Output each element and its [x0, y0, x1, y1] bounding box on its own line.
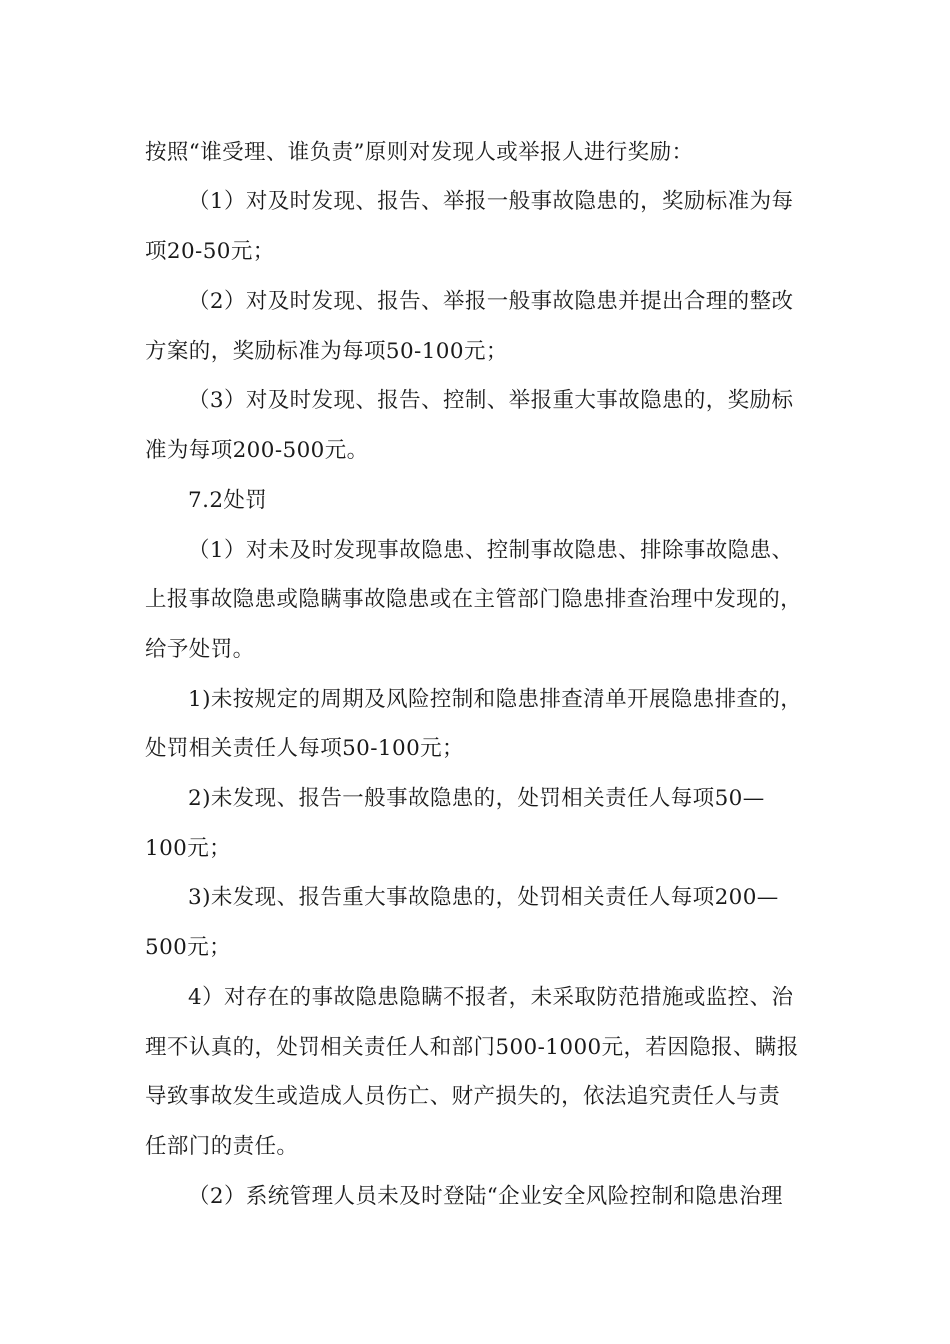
- text-line-10: 上报事故隐患或隐瞒事故隐患或在主管部门隐患排查治理中发现的，: [145, 587, 803, 612]
- section-heading: 7.2处罚: [188, 488, 268, 513]
- text-line-18: 4）对存在的事故隐患隐瞒不报者，未采取防范措施或监控、治: [188, 985, 794, 1010]
- text-line-20: 导致事故发生或造成人员伤亡、财产损失的，依法追究责任人与责: [145, 1084, 781, 1109]
- text-line-1: 按照“谁受理、谁负责”原则对发现人或举报人进行奖励：: [145, 140, 694, 165]
- text-line-2: （1）对及时发现、报告、举报一般事故隐患的，奖励标准为每: [188, 189, 794, 214]
- text-line-14: 2)未发现、报告一般事故隐患的，处罚相关责任人每项50—: [188, 786, 765, 811]
- text-line-13: 处罚相关责任人每项50-100元；: [145, 736, 464, 761]
- text-line-6: （3）对及时发现、报告、控制、举报重大事故隐患的，奖励标: [188, 388, 794, 413]
- text-line-4: （2）对及时发现、报告、举报一般事故隐患并提出合理的整改: [188, 289, 794, 314]
- text-line-3: 项20-50元；: [145, 239, 275, 264]
- text-line-21: 任部门的责任。: [145, 1134, 299, 1159]
- text-line-15: 100元；: [145, 836, 232, 861]
- text-line-16: 3)未发现、报告重大事故隐患的，处罚相关责任人每项200—: [188, 885, 779, 910]
- text-line-22: （2）系统管理人员未及时登陆“企业安全风险控制和隐患治理: [188, 1184, 783, 1209]
- text-line-11: 给予处罚。: [145, 637, 255, 662]
- text-line-19: 理不认真的，处罚相关责任人和部门500-1000元，若因隐报、瞒报: [145, 1035, 799, 1060]
- text-line-17: 500元；: [145, 935, 232, 960]
- text-line-12: 1)未按规定的周期及风险控制和隐患排查清单开展隐患排查的，: [188, 687, 803, 712]
- text-line-5: 方案的，奖励标准为每项50-100元；: [145, 339, 508, 364]
- text-line-7: 准为每项200-500元。: [145, 438, 369, 463]
- text-line-9: （1）对未及时发现事故隐患、控制事故隐患、排除事故隐患、: [188, 538, 794, 563]
